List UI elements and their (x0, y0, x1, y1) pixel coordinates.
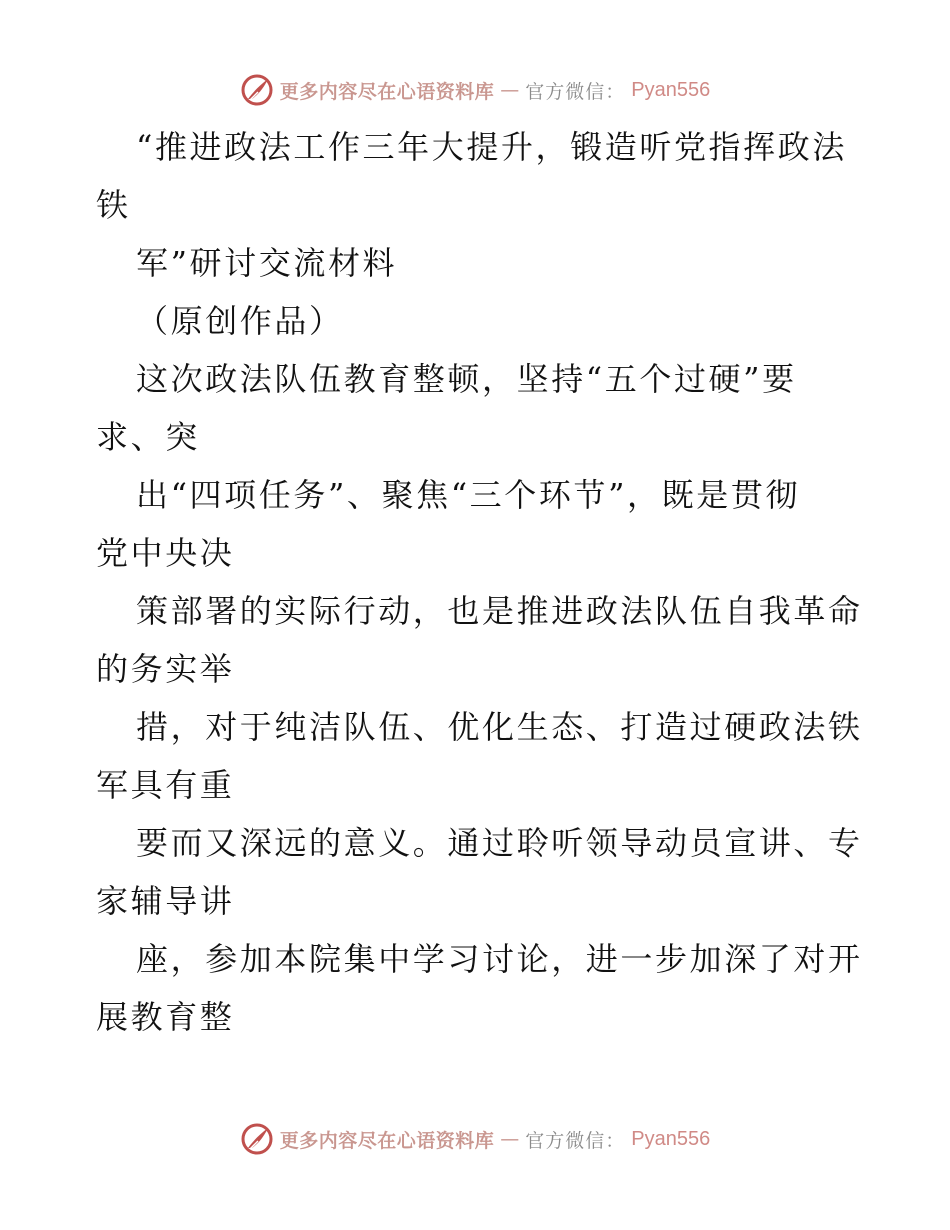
banner-separator: — (500, 79, 520, 101)
feather-logo-icon (240, 73, 274, 107)
banner-wechat-id: Pyan556 (631, 1127, 711, 1150)
document-line: 这次政法队伍教育整顿，坚持“五个过硬”要 (136, 360, 797, 398)
document-line: 的务实举 (96, 650, 235, 688)
document-line: 措，对于纯洁队伍、优化生态、打造过硬政法铁 (136, 708, 863, 746)
banner-separator: — (500, 1128, 520, 1150)
document-title-line: “推进政法工作三年大提升，锻造听党指挥政法 (136, 128, 847, 166)
document-line: 党中央决 (96, 534, 235, 572)
document-line: 家辅导讲 (96, 882, 235, 920)
banner-main-text: 更多内容尽在心语资料库 (279, 1129, 495, 1152)
banner-wechat-id: Pyan556 (631, 78, 711, 101)
banner-main-text: 更多内容尽在心语资料库 (279, 80, 495, 103)
document-line: 铁 (96, 186, 131, 224)
banner-wechat-label: 官方微信： (525, 1129, 626, 1152)
document-line: 展教育整 (96, 998, 235, 1036)
footer-banner (0, 1119, 950, 1159)
feather-logo-icon (240, 1122, 274, 1156)
header-banner (0, 70, 950, 110)
document-line: 出“四项任务”、聚焦“三个环节”，既是贯彻 (136, 476, 801, 514)
banner-wechat-label: 官方微信： (525, 80, 626, 103)
document-line: 策部署的实际行动，也是推进政法队伍自我革命 (136, 592, 863, 630)
document-line: 要而又深远的意义。通过聆听领导动员宣讲、专 (136, 824, 863, 862)
document-subtitle-line: （原创作品） (136, 302, 344, 340)
document-line: 军具有重 (96, 766, 235, 804)
document-line: 座，参加本院集中学习讨论，进一步加深了对开 (136, 940, 863, 978)
document-title-line: 军”研讨交流材料 (136, 244, 398, 282)
document-line: 求、突 (96, 418, 200, 456)
